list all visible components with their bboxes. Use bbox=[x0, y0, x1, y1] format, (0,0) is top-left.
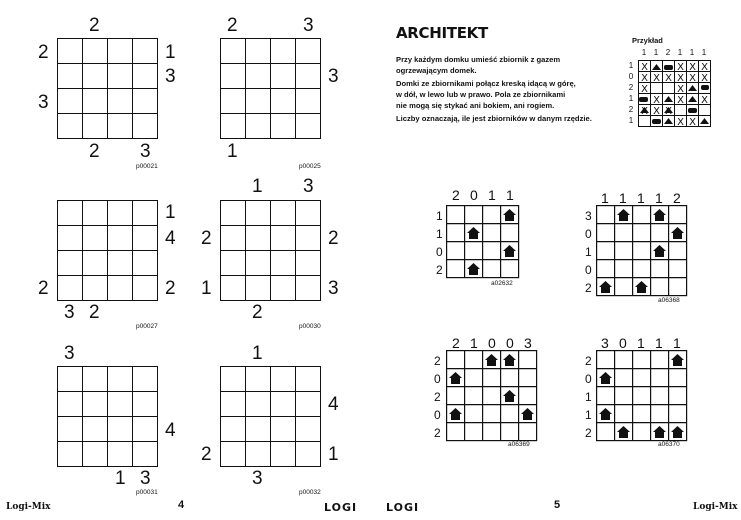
example-col-clue: 2 bbox=[665, 48, 671, 57]
clue-bottom: 3 bbox=[64, 302, 75, 323]
example-row-clue: 1 bbox=[628, 61, 634, 70]
clue-col: 0 bbox=[619, 335, 627, 351]
house-icon bbox=[485, 354, 498, 366]
house-icon bbox=[653, 426, 666, 438]
clue-col: 2 bbox=[673, 190, 681, 206]
example-label: Przykład bbox=[632, 36, 663, 45]
rule-line: Domki ze zbiornikami połącz kreską idącą w górę, bbox=[396, 79, 576, 88]
clue-row: 1 bbox=[585, 408, 592, 422]
puzzle-grid bbox=[57, 38, 158, 139]
svg-text:X: X bbox=[701, 95, 708, 106]
clue-col: 1 bbox=[637, 335, 645, 351]
example-row-clue: 2 bbox=[628, 83, 634, 92]
puzzle-grid bbox=[596, 350, 688, 442]
clue-col: 1 bbox=[637, 190, 645, 206]
house-icon bbox=[617, 209, 630, 221]
puzzle-grid bbox=[220, 366, 321, 467]
clue-col: 1 bbox=[488, 187, 496, 203]
clue-bottom: 3 bbox=[140, 468, 151, 489]
svg-text:X: X bbox=[677, 117, 684, 128]
puzzle-grid bbox=[57, 200, 158, 301]
puzzle-grid bbox=[446, 205, 520, 279]
clue-col: 2 bbox=[452, 187, 460, 203]
example-row-clue: 1 bbox=[628, 94, 634, 103]
house-icon bbox=[635, 281, 648, 293]
clue-col: 1 bbox=[673, 335, 681, 351]
clue-col: 3 bbox=[524, 335, 532, 351]
clue-bottom: 1 bbox=[227, 141, 238, 162]
clue-row: 2 bbox=[434, 390, 441, 404]
svg-text:X: X bbox=[689, 73, 696, 84]
clue-row: 0 bbox=[585, 227, 592, 241]
house-icon bbox=[599, 372, 612, 384]
puzzle-grid bbox=[220, 200, 321, 301]
house-icon bbox=[653, 245, 666, 257]
page-title: ARCHITEKT bbox=[396, 24, 488, 42]
clue-row: 2 bbox=[585, 426, 592, 440]
example-row-clue: 2 bbox=[628, 105, 634, 114]
clue-right: 3 bbox=[165, 66, 176, 87]
clue-row: 2 bbox=[436, 263, 443, 277]
clue-row: 0 bbox=[436, 245, 443, 259]
clue-left: 3 bbox=[38, 92, 49, 113]
clue-left: 2 bbox=[201, 444, 212, 465]
svg-text:X: X bbox=[689, 62, 696, 73]
puzzle-grid bbox=[57, 366, 158, 467]
puzzle-code: a06370 bbox=[658, 441, 680, 448]
clue-col: 0 bbox=[488, 335, 496, 351]
clue-top: 2 bbox=[227, 15, 238, 36]
example-col-clue: 1 bbox=[701, 48, 707, 57]
clue-row: 1 bbox=[585, 390, 592, 404]
clue-col: 1 bbox=[655, 335, 663, 351]
house-icon bbox=[503, 209, 516, 221]
rule-line: Liczby oznaczają, ile jest zbiorników w danym rzędzie. bbox=[396, 114, 592, 123]
clue-bottom: 2 bbox=[252, 302, 263, 323]
house-icon bbox=[521, 408, 534, 420]
house-icon bbox=[671, 227, 684, 239]
clue-top: 3 bbox=[64, 343, 75, 364]
clue-right: 4 bbox=[328, 394, 339, 415]
house-icon bbox=[599, 281, 612, 293]
clue-top: 1 bbox=[252, 343, 263, 364]
svg-text:X: X bbox=[641, 84, 648, 95]
example-row-clue: 1 bbox=[628, 116, 634, 125]
house-icon bbox=[671, 354, 684, 366]
clue-left: 2 bbox=[38, 278, 49, 299]
svg-text:X: X bbox=[677, 73, 684, 84]
svg-text:X: X bbox=[665, 73, 672, 84]
clue-row: 0 bbox=[585, 263, 592, 277]
clue-row: 1 bbox=[585, 245, 592, 259]
clue-left: 2 bbox=[38, 42, 49, 63]
svg-text:X: X bbox=[641, 73, 648, 84]
puzzle-code: p00032 bbox=[299, 489, 321, 496]
puzzle-code: a06369 bbox=[508, 441, 530, 448]
house-icon bbox=[503, 390, 516, 402]
house-icon bbox=[503, 354, 516, 366]
puzzle-code: a06368 bbox=[658, 297, 680, 304]
clue-right: 1 bbox=[328, 444, 339, 465]
svg-text:X: X bbox=[677, 84, 684, 95]
svg-text:X: X bbox=[701, 62, 708, 73]
clue-bottom: 3 bbox=[252, 468, 263, 489]
footer-brand: Logi-Mix bbox=[6, 502, 51, 512]
rule-line: w dół, w lewo lub w prawo. Pola ze zbiornikami bbox=[396, 90, 566, 99]
example-solution-grid bbox=[638, 60, 712, 128]
house-icon bbox=[467, 263, 480, 275]
puzzle-code: p00025 bbox=[299, 163, 321, 170]
clue-col: 3 bbox=[601, 335, 609, 351]
clue-left: 1 bbox=[201, 278, 212, 299]
page-number: 4 bbox=[178, 499, 185, 511]
clue-row: 0 bbox=[434, 372, 441, 386]
example-row-clue: 0 bbox=[628, 72, 634, 81]
logo: LOGI bbox=[386, 501, 420, 514]
clue-col: 1 bbox=[655, 190, 663, 206]
clue-top: 3 bbox=[303, 15, 314, 36]
clue-row: 2 bbox=[585, 281, 592, 295]
clue-col: 1 bbox=[506, 187, 514, 203]
clue-right: 1 bbox=[165, 202, 176, 223]
clue-right: 3 bbox=[328, 278, 339, 299]
svg-text:X: X bbox=[701, 73, 708, 84]
house-icon bbox=[503, 245, 516, 257]
clue-col: 1 bbox=[470, 335, 478, 351]
clue-bottom: 3 bbox=[140, 141, 151, 162]
svg-text:X: X bbox=[689, 117, 696, 128]
puzzle-grid bbox=[220, 38, 321, 139]
logo: LOGI bbox=[324, 501, 358, 514]
clue-row: 0 bbox=[585, 372, 592, 386]
puzzle-code: a02632 bbox=[491, 280, 513, 287]
puzzle-code: p00027 bbox=[136, 323, 158, 330]
clue-col: 0 bbox=[506, 335, 514, 351]
house-icon bbox=[653, 209, 666, 221]
puzzle-grid bbox=[446, 350, 538, 442]
clue-right: 4 bbox=[165, 228, 176, 249]
example-col-clue: 1 bbox=[677, 48, 683, 57]
page-number: 5 bbox=[554, 499, 561, 511]
house-icon bbox=[617, 426, 630, 438]
svg-text:X: X bbox=[653, 95, 660, 106]
example-col-clue: 1 bbox=[653, 48, 659, 57]
house-icon bbox=[449, 372, 462, 384]
clue-right: 1 bbox=[165, 42, 176, 63]
puzzle-code: p00030 bbox=[299, 323, 321, 330]
clue-col: 2 bbox=[452, 335, 460, 351]
example-col-clue: 1 bbox=[689, 48, 695, 57]
clue-right: 3 bbox=[328, 66, 339, 87]
puzzle-grid bbox=[596, 205, 688, 297]
footer-brand: Logi-Mix bbox=[693, 502, 738, 512]
clue-col: 1 bbox=[619, 190, 627, 206]
clue-top: 2 bbox=[89, 15, 100, 36]
clue-top: 1 bbox=[252, 176, 263, 197]
rule-line: nie mogą się stykać ani bokiem, ani rogiem. bbox=[396, 101, 555, 110]
clue-bottom: 2 bbox=[89, 141, 100, 162]
clue-right: 2 bbox=[165, 278, 176, 299]
clue-left: 2 bbox=[201, 228, 212, 249]
house-icon bbox=[449, 408, 462, 420]
svg-text:X: X bbox=[641, 62, 648, 73]
clue-right: 2 bbox=[328, 228, 339, 249]
clue-right: 4 bbox=[165, 420, 176, 441]
clue-row: 0 bbox=[434, 408, 441, 422]
puzzle-code: p00021 bbox=[136, 163, 158, 170]
clue-row: 2 bbox=[434, 354, 441, 368]
house-icon bbox=[599, 408, 612, 420]
rule-line: Przy każdym domku umieść zbiornik z gazem bbox=[396, 55, 561, 64]
clue-row: 3 bbox=[585, 209, 592, 223]
clue-row: 1 bbox=[436, 209, 443, 223]
svg-text:X: X bbox=[653, 106, 660, 117]
clue-bottom: 2 bbox=[89, 302, 100, 323]
rule-line: ogrzewającym domek. bbox=[396, 66, 477, 75]
house-icon bbox=[467, 227, 480, 239]
clue-row: 2 bbox=[585, 354, 592, 368]
clue-row: 2 bbox=[434, 426, 441, 440]
clue-col: 1 bbox=[601, 190, 609, 206]
clue-row: 1 bbox=[436, 227, 443, 241]
house-icon bbox=[671, 426, 684, 438]
svg-text:X: X bbox=[677, 62, 684, 73]
example-col-clue: 1 bbox=[641, 48, 647, 57]
clue-top: 3 bbox=[303, 176, 314, 197]
svg-text:X: X bbox=[677, 95, 684, 106]
clue-bottom: 1 bbox=[115, 468, 126, 489]
clue-col: 0 bbox=[470, 187, 478, 203]
puzzle-code: p00031 bbox=[136, 489, 158, 496]
svg-text:X: X bbox=[653, 73, 660, 84]
